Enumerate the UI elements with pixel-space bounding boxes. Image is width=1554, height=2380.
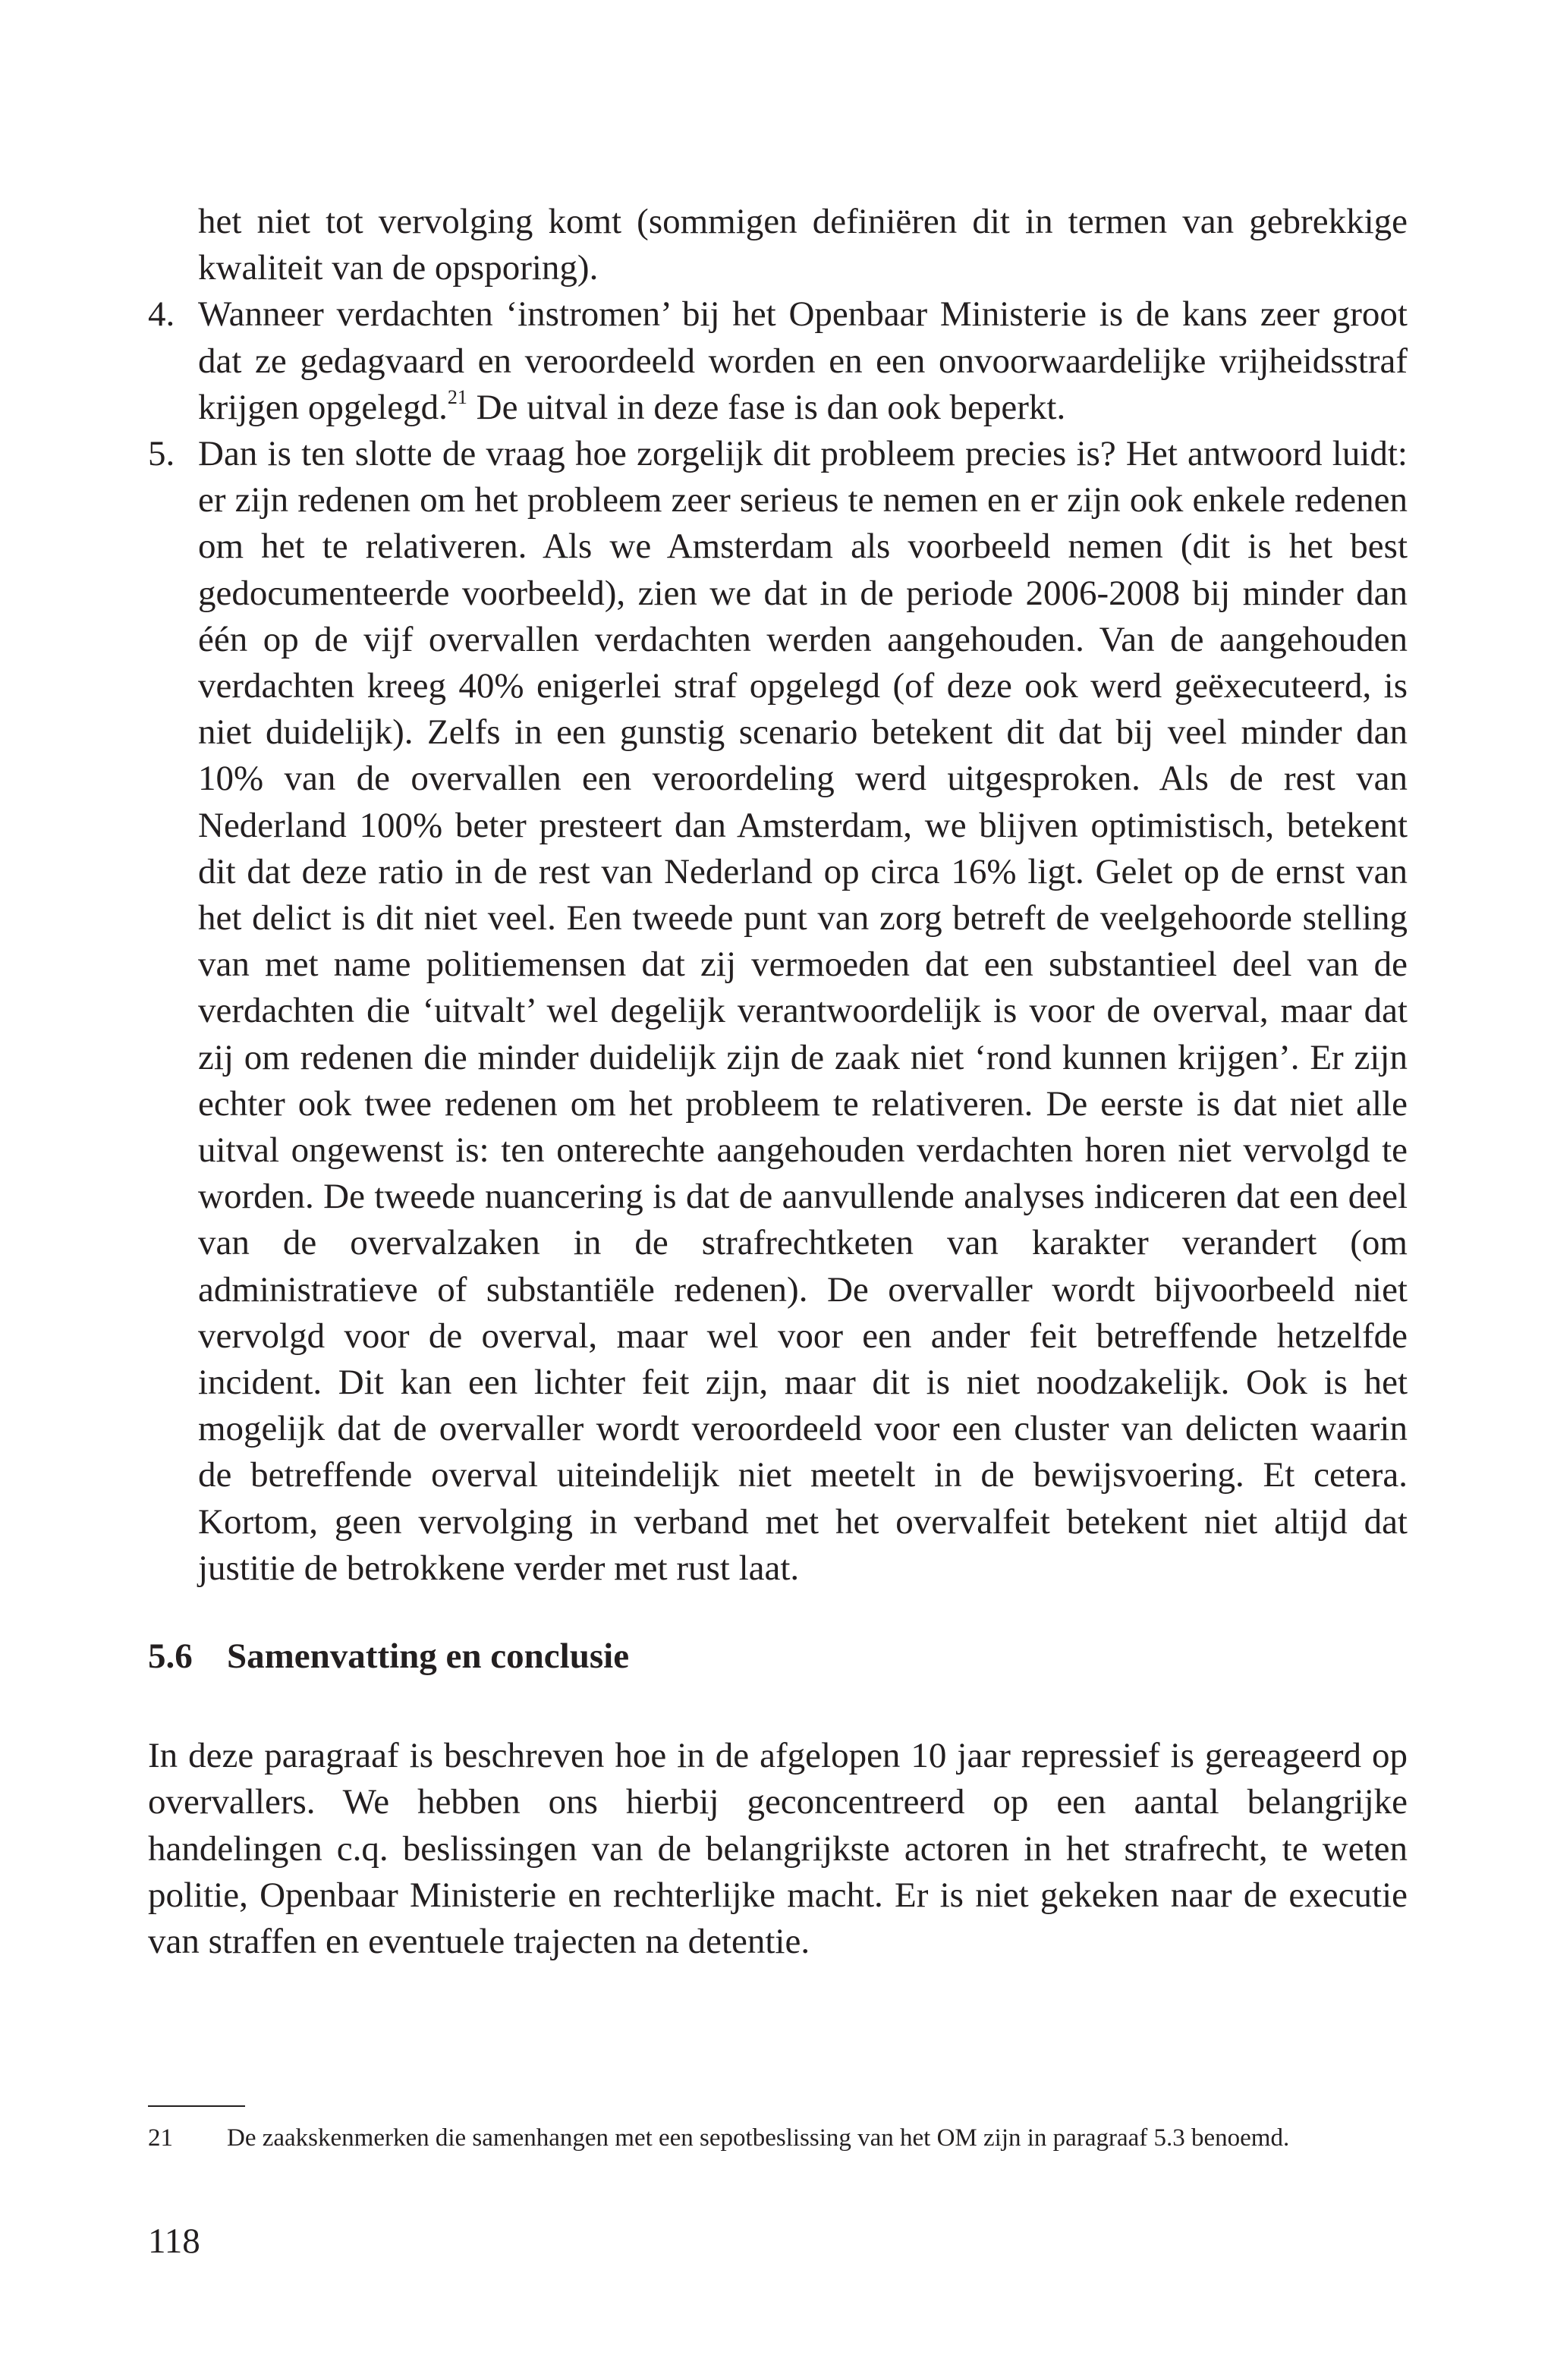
list-item-4 <box>148 291 1408 431</box>
page-body <box>148 199 1408 1965</box>
section-paragraph: In deze paragraaf is beschreven hoe in de afgelopen 10 jaar repressief is gereageerd op overvallers. We hebben ons hierbij geconcentreerd op een aantal belangrijke handelingen c.q. beslissingen van de belangrijkste actoren in het strafrecht, te weten politie, Openbaar Ministerie en rechterlijke macht. Er is niet gekeken naar de executie van straffen en eventuele trajecten na detentie. <box>148 1736 1408 1961</box>
footnote-divider <box>148 2105 245 2107</box>
list-item-5 <box>148 431 1408 1592</box>
list-item-number: 4. <box>148 294 175 335</box>
list-item-number: 5. <box>148 434 175 474</box>
list-item-text-continued: De uitval in deze fase is dan ook beperkt. <box>467 387 1066 427</box>
section-title: Samenvatting en conclusie <box>227 1636 630 1677</box>
list-item-text: Wanneer verdachten ‘instromen’ bij het Openbaar Ministerie is de kans zeer groot dat ze gedagvaard en veroordeeld worden en een onvoorwaardelijke vrijheidsstraf krijgen opgelegd. <box>198 294 1408 427</box>
footnote-reference[interactable]: 21 <box>447 385 467 408</box>
page-number: 118 <box>148 2221 200 2261</box>
section-heading <box>148 1633 1408 1680</box>
footnote-text: De zaakskenmerken die samenhangen met een sepotbeslissing van het OM zijn in paragraaf 5.3 benoemd. <box>227 2124 1290 2152</box>
list-item-continuation <box>148 199 1408 291</box>
list-item-text: Dan is ten slotte de vraag hoe zorgelijk dit probleem precies is? Het antwoord luidt: er zijn redenen om het probleem zeer serieus te nemen en er zijn ook enkele redenen om het te relativeren. Als we Amsterdam als voorbeeld nemen (dit is het best gedocumenteerde voorbeeld), zien we dat in de periode 2006-2008 bij minder dan één op de vijf overvallen verdachten werden aangehouden. Van de aangehouden verdachten kreeg 40% enigerlei straf opgelegd (of deze ook werd geëxecuteerd, is niet duidelijk). Zelfs in een gunstig scenario betekent dit dat bij veel minder dan 10% van de overvallen een veroordeling werd uitgesproken. Als de rest van Nederland 100% beter presteert dan Amsterdam, we blijven optimistisch, betekent dit dat deze ratio in de rest van Nederland op circa 16% ligt. Gelet op de ernst van het delict is dit niet veel. Een tweede punt van zorg betreft de veelgehoorde stelling van met name politiemensen dat zij vermoeden dat een substantieel deel van de verdachten die ‘uitvalt’ wel degelijk verantwoordelijk is voor de overval, maar dat zij om redenen die minder duidelijk zijn de zaak niet ‘rond kunnen krijgen’. Er zijn echter ook twee redenen om het probleem te relativeren. De eerste is dat niet alle uitval ongewenst is: ten onterechte aangehouden verdachten horen niet vervolgd te worden. De tweede nuancering is dat de aanvullende analyses indiceren dat een deel van de overvalzaken in de strafrechtketen van karakter verandert (om administratieve of substantiële redenen). De overvaller wordt bijvoorbeeld niet vervolgd voor de overval, maar wel voor een ander feit betreffende hetzelfde incident. Dit kan een lichter feit zijn, maar dit is niet noodzakelijk. Ook is het mogelijk dat de overvaller wordt veroordeeld voor een cluster van delicten waarin de betreffende overval uiteindelijk niet meetelt in de bewijsvoering. Et cetera. Kortom, geen vervolging in verband met het overvalfeit betekent niet altijd dat justitie de betrokkene verder met rust laat. <box>198 434 1408 1588</box>
section-number: 5.6 <box>148 1636 193 1677</box>
footnote-number: 21 <box>148 2124 173 2152</box>
footnote <box>148 2121 1408 2155</box>
list-item-text: het niet tot vervolging komt (sommigen definiëren dit in termen van gebrekkige kwaliteit van de opsporing). <box>198 202 1408 288</box>
